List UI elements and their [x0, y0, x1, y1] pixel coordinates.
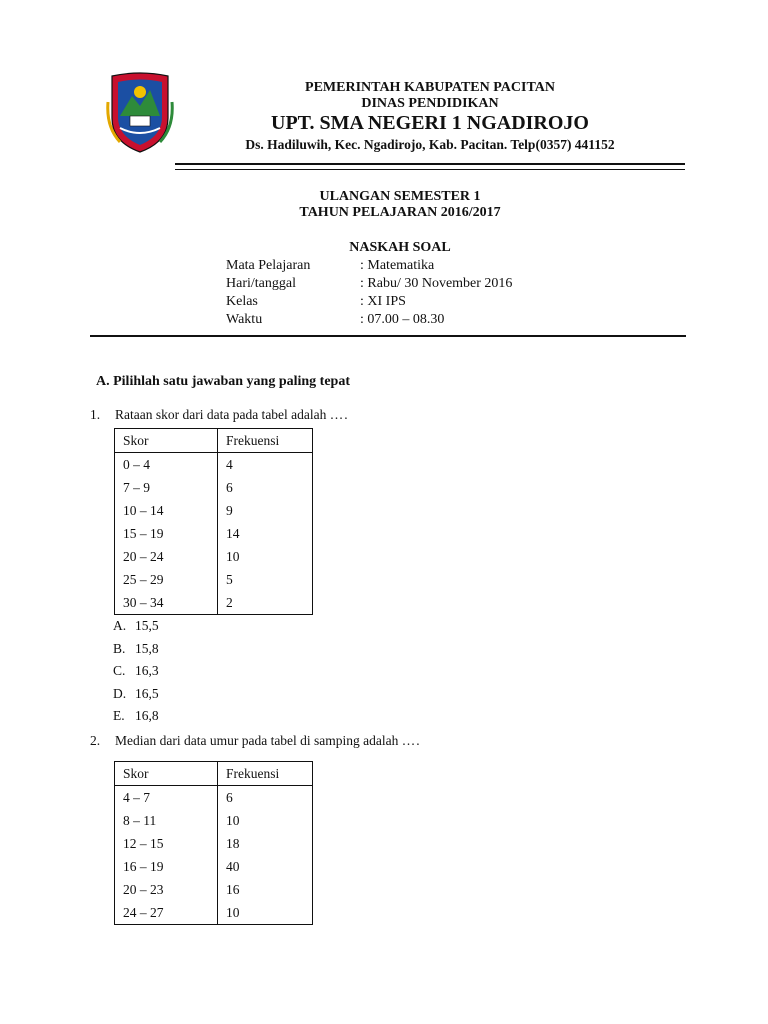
- column-header: Skor: [115, 762, 218, 786]
- exam-title: ULANGAN SEMESTER 1: [319, 189, 481, 204]
- frequency-table: [114, 761, 313, 925]
- table-cell: 15 – 19: [115, 522, 218, 545]
- academic-year: TAHUN PELAJARAN 2016/2017: [299, 205, 501, 220]
- table-cell: 10: [218, 545, 313, 568]
- info-label: Kelas: [226, 294, 258, 309]
- table-cell: 14: [218, 522, 313, 545]
- table-cell: 2: [218, 591, 313, 615]
- question-text: [115, 733, 421, 749]
- option-letter: D.: [113, 685, 127, 701]
- question-number: 2.: [90, 733, 101, 748]
- table-header: [115, 762, 313, 786]
- info-row: [226, 293, 512, 311]
- question-prompt: Median dari data umur pada tabel di samping adalah: [115, 733, 399, 748]
- table-row: [115, 591, 313, 615]
- table-row: [115, 855, 313, 878]
- question-dots: ….: [401, 733, 421, 748]
- column-header: Frekuensi: [218, 762, 313, 786]
- table-cell: 8 – 11: [115, 809, 218, 832]
- option-text: 15,8: [135, 640, 159, 656]
- answer-option[interactable]: [113, 615, 159, 638]
- table-row: [115, 901, 313, 925]
- school-address: Ds. Hadiluwih, Kec. Ngadirojo, Kab. Pacitan. Telp(0357) 441152: [245, 137, 615, 152]
- table-row: [115, 568, 313, 591]
- question-number: 1.: [90, 407, 101, 422]
- table-row: [115, 809, 313, 832]
- table-cell: 30 – 34: [115, 591, 218, 615]
- table-row: [115, 499, 313, 522]
- exam-info: [226, 257, 512, 329]
- section-heading: A. Pilihlah satu jawaban yang paling tepat: [96, 374, 350, 389]
- school-name: UPT. SMA NEGERI 1 NGADIROJO: [271, 112, 589, 134]
- table-row: [115, 522, 313, 545]
- info-row: [226, 275, 512, 293]
- option-letter: A.: [113, 618, 127, 633]
- table-cell: 5: [218, 568, 313, 591]
- table-cell: 4 – 7: [115, 786, 218, 810]
- table-cell: 16: [218, 878, 313, 901]
- table-cell: 0 – 4: [115, 453, 218, 477]
- option-letter: E.: [113, 708, 125, 723]
- info-value: : Matematika: [360, 258, 435, 273]
- table-row: [115, 786, 313, 810]
- table-cell: 40: [218, 855, 313, 878]
- table-cell: 10: [218, 809, 313, 832]
- table-cell: 20 – 24: [115, 545, 218, 568]
- table-cell: 12 – 15: [115, 832, 218, 855]
- option-text: 15,5: [135, 618, 159, 633]
- table-cell: 6: [218, 786, 313, 810]
- table-row: [115, 476, 313, 499]
- answer-option[interactable]: [113, 638, 159, 661]
- info-row: [226, 257, 512, 275]
- option-text: 16,5: [135, 685, 159, 701]
- option-letter: C.: [113, 663, 126, 678]
- frequency-table: [114, 428, 313, 615]
- regency-emblem-icon: [106, 72, 174, 154]
- paper-title: NASKAH SOAL: [349, 240, 451, 255]
- table-cell: 25 – 29: [115, 568, 218, 591]
- answer-option[interactable]: [113, 660, 159, 683]
- table-cell: 18: [218, 832, 313, 855]
- info-value: : Rabu/ 30 November 2016: [360, 276, 513, 291]
- table-cell: 16 – 19: [115, 855, 218, 878]
- info-label: Hari/tanggal: [226, 276, 296, 291]
- answer-option[interactable]: [113, 683, 159, 706]
- table-cell: 7 – 9: [115, 476, 218, 499]
- table-cell: 24 – 27: [115, 901, 218, 925]
- government-name: PEMERINTAH KABUPATEN PACITAN: [305, 80, 555, 95]
- option-text: 16,3: [135, 663, 159, 678]
- question-dots: ….: [329, 407, 349, 422]
- info-value: : 07.00 – 08.30: [360, 312, 445, 327]
- letterhead-rule-thick: [175, 163, 685, 165]
- department-name: DINAS PENDIDIKAN: [361, 96, 499, 111]
- table-cell: 20 – 23: [115, 878, 218, 901]
- table-row: [115, 453, 313, 477]
- letterhead-rule-thin: [175, 169, 685, 170]
- info-label: Waktu: [226, 312, 263, 327]
- column-header: Skor: [115, 429, 218, 453]
- option-text: 16,8: [135, 708, 159, 723]
- table-row: [115, 545, 313, 568]
- option-letter: B.: [113, 640, 126, 656]
- info-row: [226, 311, 512, 329]
- info-label: Mata Pelajaran: [226, 258, 311, 273]
- table-header: [115, 429, 313, 453]
- question-prompt: Rataan skor dari data pada tabel adalah: [115, 407, 327, 422]
- table-cell: 10 – 14: [115, 499, 218, 522]
- table-cell: 4: [218, 453, 313, 477]
- info-value: : XI IPS: [360, 294, 406, 309]
- answer-option[interactable]: [113, 705, 159, 728]
- table-cell: 10: [218, 901, 313, 925]
- table-row: [115, 832, 313, 855]
- table-cell: 9: [218, 499, 313, 522]
- table-row: [115, 878, 313, 901]
- column-header: Frekuensi: [218, 429, 313, 453]
- info-divider: [90, 335, 686, 337]
- question-text: [115, 407, 349, 423]
- table-cell: 6: [218, 476, 313, 499]
- answer-options: [113, 615, 159, 728]
